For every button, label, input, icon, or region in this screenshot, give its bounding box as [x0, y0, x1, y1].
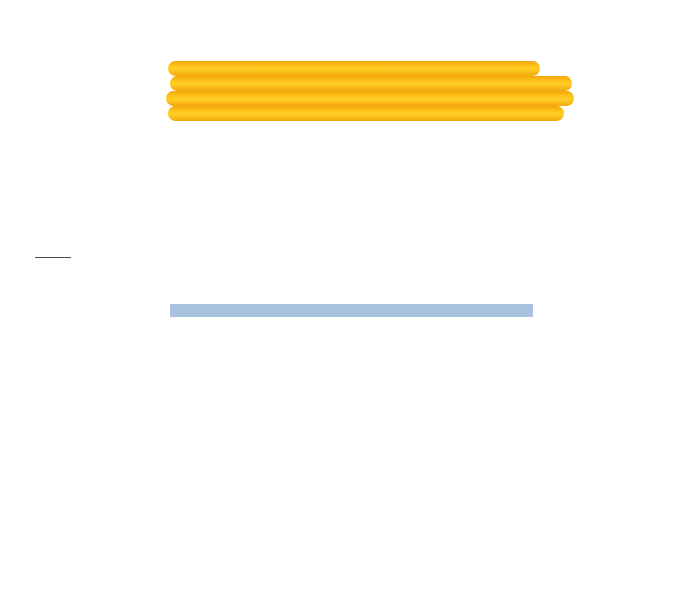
highlight-line	[168, 61, 540, 76]
highlight-line	[166, 91, 574, 106]
highlight-line	[168, 106, 564, 121]
highlight-line	[170, 76, 572, 91]
highlighted-note	[168, 61, 540, 121]
left-margin-rule	[35, 257, 71, 258]
peak-pick-section-bar	[170, 304, 533, 317]
